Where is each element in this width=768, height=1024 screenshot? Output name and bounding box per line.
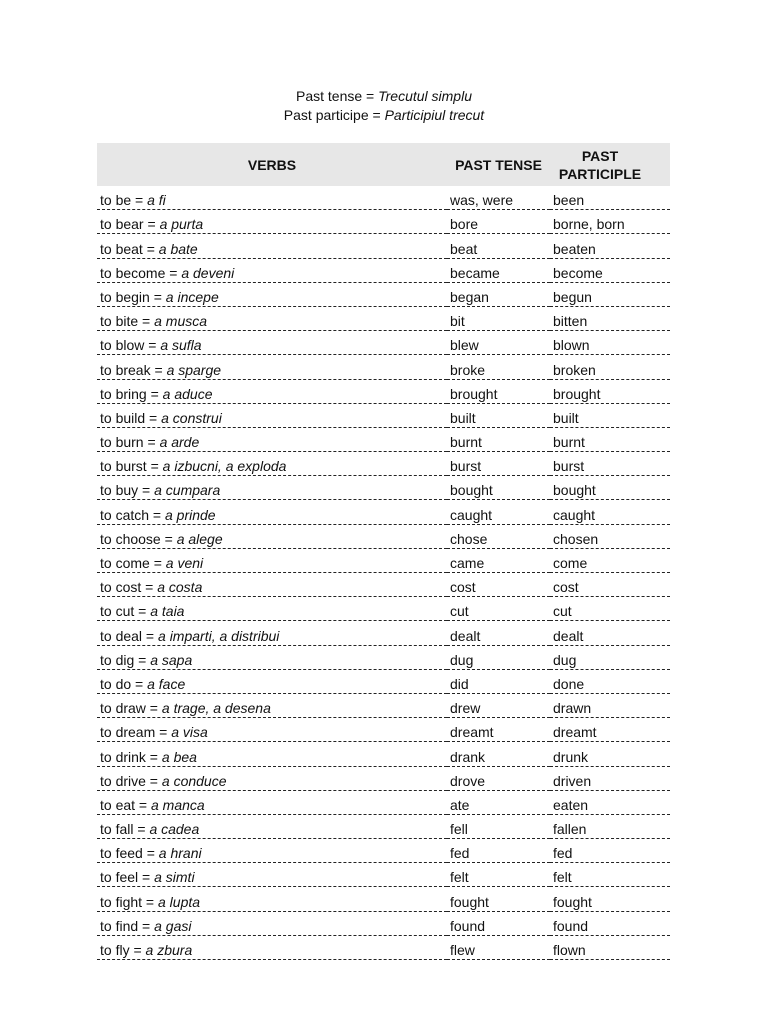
past-participle-cell: done [550, 669, 670, 693]
table-row [97, 403, 670, 427]
past-tense-cell: drew [447, 693, 550, 717]
past-tense-cell: beat [447, 234, 550, 258]
verb-translation: a visa [171, 724, 208, 741]
past-tense-cell: burnt [447, 427, 550, 451]
verb-translation: a bea [161, 748, 197, 765]
table-row [97, 210, 670, 234]
past-participle-cell: dreamt [550, 718, 670, 742]
verb-translation: a incepe [165, 288, 219, 305]
past-tense-cell: chose [447, 524, 550, 548]
verb-infinitive: to feel [100, 869, 139, 886]
past-participle-cell: drunk [550, 742, 670, 766]
past-tense-cell: cost [447, 573, 550, 597]
table-row [97, 742, 670, 766]
verb-cell: to beat = a bate [97, 234, 447, 258]
title-label-past-participle: Past participe [283, 107, 369, 123]
past-tense-cell: began [447, 282, 550, 306]
past-participle-cell: bitten [550, 306, 670, 330]
past-participle-cell: blown [550, 331, 670, 355]
verb-infinitive: to be [100, 192, 132, 209]
past-tense-cell: fought [447, 887, 550, 911]
verb-cell: to feed = a hrani [97, 839, 447, 863]
table-row [97, 548, 670, 572]
title-separator: = [362, 88, 379, 104]
verb-cell: to bring = a aduce [97, 379, 447, 403]
table-row [97, 282, 670, 306]
past-tense-cell: dreamt [447, 718, 550, 742]
column-header-verbs: VERBS [97, 143, 447, 186]
table-row [97, 839, 670, 863]
verb-translation: a deveni [181, 264, 235, 281]
verb-cell: to choose = a alege [97, 524, 447, 548]
verb-translation: a taia [150, 603, 185, 620]
verb-infinitive: to find [100, 917, 139, 934]
past-participle-cell: broken [550, 355, 670, 379]
verb-translation: a sparge [166, 361, 222, 378]
past-participle-cell: brought [550, 379, 670, 403]
past-tense-cell: ate [447, 790, 550, 814]
verb-infinitive: to draw [100, 700, 146, 717]
verb-cell: to drive = a conduce [97, 766, 447, 790]
past-participle-cell: cut [550, 597, 670, 621]
verb-infinitive: to do [100, 675, 132, 692]
verb-infinitive: to fight [100, 893, 143, 910]
table-row [97, 887, 670, 911]
verb-infinitive: to cut [100, 603, 135, 620]
table-row [97, 645, 670, 669]
verb-translation: a costa [157, 579, 203, 596]
past-participle-cell: burst [550, 452, 670, 476]
past-participle-cell: begun [550, 282, 670, 306]
past-participle-cell: found [550, 911, 670, 935]
verb-cell: to bite = a musca [97, 306, 447, 330]
past-tense-cell: became [447, 258, 550, 282]
past-tense-cell: came [447, 548, 550, 572]
past-participle-cell: been [550, 186, 670, 210]
verb-cell: to dig = a sapa [97, 645, 447, 669]
title-value-past-tense: Trecutul simplu [378, 88, 472, 104]
past-tense-cell: drove [447, 766, 550, 790]
verb-translation: a cumpara [154, 482, 221, 499]
past-participle-cell: chosen [550, 524, 670, 548]
past-tense-cell: bought [447, 476, 550, 500]
verb-cell: to draw = a trage, a desena [97, 693, 447, 717]
table-row [97, 306, 670, 330]
past-tense-cell: dug [447, 645, 550, 669]
verb-infinitive: to buy [100, 482, 139, 499]
verb-cell: to buy = a cumpara [97, 476, 447, 500]
table-row [97, 476, 670, 500]
past-participle-cell: cost [550, 573, 670, 597]
verb-cell: to begin = a incepe [97, 282, 447, 306]
verb-infinitive: to cost [100, 579, 142, 596]
verb-translation: a hrani [158, 845, 202, 862]
verb-translation: a izbucni, a exploda [162, 458, 287, 475]
irregular-verbs-table [97, 143, 670, 960]
past-tense-cell: broke [447, 355, 550, 379]
table-row [97, 718, 670, 742]
verb-infinitive: to feed [100, 845, 143, 862]
past-tense-cell: dealt [447, 621, 550, 645]
past-participle-cell: fallen [550, 814, 670, 838]
verb-infinitive: to eat [100, 796, 136, 813]
table-body [97, 186, 670, 960]
table-row [97, 186, 670, 210]
past-tense-cell: fed [447, 839, 550, 863]
verb-cell: to cut = a taia [97, 597, 447, 621]
verb-infinitive: to break [100, 361, 151, 378]
verb-cell: to burn = a arde [97, 427, 447, 451]
verb-infinitive: to become [100, 264, 166, 281]
title-value-past-participle: Participiul trecut [384, 107, 485, 123]
past-tense-cell: flew [447, 935, 550, 959]
verb-translation: a purta [159, 216, 204, 233]
verb-translation: a prinde [165, 506, 216, 523]
table-row [97, 500, 670, 524]
verb-translation: a lupta [158, 893, 201, 910]
verb-infinitive: to fall [100, 821, 134, 838]
title-label-past-tense: Past tense [295, 88, 363, 104]
verb-cell: to do = a face [97, 669, 447, 693]
verb-translation: a conduce [161, 772, 227, 789]
verb-cell: to drink = a bea [97, 742, 447, 766]
verb-infinitive: to burn [100, 434, 144, 451]
verb-infinitive: to deal [100, 627, 143, 644]
verb-cell: to eat = a manca [97, 790, 447, 814]
verb-translation: a simti [154, 869, 195, 886]
verb-translation: a bate [158, 240, 198, 257]
verb-translation: a gasi [154, 917, 192, 934]
table-header [97, 143, 670, 186]
past-tense-cell: bit [447, 306, 550, 330]
past-participle-cell: bought [550, 476, 670, 500]
past-tense-cell: bore [447, 210, 550, 234]
verb-translation: a imparti, a distribui [158, 627, 280, 644]
verb-cell: to burst = a izbucni, a exploda [97, 452, 447, 476]
past-participle-cell: driven [550, 766, 670, 790]
past-tense-cell: cut [447, 597, 550, 621]
past-participle-cell: become [550, 258, 670, 282]
verb-translation: a trage, a desena [161, 700, 271, 717]
verb-infinitive: to burst [100, 458, 147, 475]
past-participle-cell: drawn [550, 693, 670, 717]
verb-infinitive: to build [100, 409, 146, 426]
verb-infinitive: to bite [100, 313, 139, 330]
table-row [97, 621, 670, 645]
verb-translation: a construi [161, 409, 222, 426]
verb-translation: a musca [154, 313, 208, 330]
title-line-past-participle [0, 106, 768, 124]
table-row [97, 790, 670, 814]
table-header-row [97, 143, 670, 186]
table-row [97, 814, 670, 838]
column-header-past-tense: PAST TENSE [447, 143, 550, 186]
past-participle-cell: dug [550, 645, 670, 669]
table-row [97, 234, 670, 258]
table-row [97, 911, 670, 935]
verb-cell: to be = a fi [97, 186, 447, 210]
verb-cell: to bear = a purta [97, 210, 447, 234]
verb-infinitive: to choose [100, 530, 161, 547]
verb-infinitive: to drink [100, 748, 146, 765]
verb-cell: to catch = a prinde [97, 500, 447, 524]
table-row [97, 355, 670, 379]
verb-infinitive: to catch [100, 506, 150, 523]
verb-cell: to break = a sparge [97, 355, 447, 379]
verb-translation: a cadea [149, 821, 200, 838]
verb-translation: a arde [159, 434, 200, 451]
past-tense-cell: built [447, 403, 550, 427]
past-tense-cell: blew [447, 331, 550, 355]
verb-infinitive: to drive [100, 772, 146, 789]
verb-cell: to fly = a zbura [97, 935, 447, 959]
past-participle-cell: built [550, 403, 670, 427]
verb-translation: a manca [151, 796, 205, 813]
past-participle-cell: burnt [550, 427, 670, 451]
past-tense-cell: found [447, 911, 550, 935]
verb-cell: to find = a gasi [97, 911, 447, 935]
past-participle-cell: caught [550, 500, 670, 524]
past-tense-cell: caught [447, 500, 550, 524]
verb-translation: a sapa [150, 651, 193, 668]
table-row [97, 379, 670, 403]
verb-translation: a veni [165, 555, 204, 571]
verb-infinitive: to bear [100, 216, 144, 233]
verb-translation: a alege [176, 530, 223, 547]
verb-translation: a aduce [162, 385, 213, 402]
table-row [97, 597, 670, 621]
title-separator: = [368, 107, 385, 123]
past-participle-cell: fed [550, 839, 670, 863]
table-row [97, 258, 670, 282]
past-participle-cell: borne, born [550, 210, 670, 234]
past-tense-cell: was, were [447, 186, 550, 210]
verb-cell: to become = a deveni [97, 258, 447, 282]
verb-cell: to feel = a simti [97, 863, 447, 887]
table-row [97, 669, 670, 693]
verb-cell: to blow = a sufla [97, 331, 447, 355]
past-participle-cell: felt [550, 863, 670, 887]
past-participle-cell: fought [550, 887, 670, 911]
verb-cell: to dream = a visa [97, 718, 447, 742]
verb-infinitive: to begin [100, 288, 150, 305]
past-participle-cell: beaten [550, 234, 670, 258]
past-tense-cell: fell [447, 814, 550, 838]
verb-infinitive: to fly [100, 942, 130, 958]
past-tense-cell: brought [447, 379, 550, 403]
past-participle-cell: dealt [550, 621, 670, 645]
verb-cell: to deal = a imparti, a distribui [97, 621, 447, 645]
verb-infinitive: to blow [100, 337, 145, 354]
past-tense-cell: burst [447, 452, 550, 476]
past-tense-cell: drank [447, 742, 550, 766]
title-line-past-tense [0, 87, 768, 105]
table-row [97, 766, 670, 790]
past-tense-cell: did [447, 669, 550, 693]
column-header-past-participle: PAST PARTICIPLE [550, 143, 670, 186]
verb-cell: to fight = a lupta [97, 887, 447, 911]
past-participle-cell: flown [550, 935, 670, 959]
verb-cell: to build = a construi [97, 403, 447, 427]
table-row [97, 524, 670, 548]
table-row [97, 427, 670, 451]
verb-infinitive: to dig [100, 651, 135, 668]
past-participle-cell: come [550, 548, 670, 572]
verb-translation: a zbura [145, 942, 193, 958]
past-participle-cell: eaten [550, 790, 670, 814]
verb-translation: a fi [147, 192, 166, 209]
verb-translation: a sufla [160, 337, 202, 354]
verb-cell: to cost = a costa [97, 573, 447, 597]
verb-cell: to fall = a cadea [97, 814, 447, 838]
verb-infinitive: to dream [100, 724, 156, 741]
verb-infinitive: to beat [100, 240, 143, 257]
table-row [97, 331, 670, 355]
table-row [97, 863, 670, 887]
verb-infinitive: to bring [100, 385, 147, 402]
table-row [97, 935, 670, 959]
verb-cell: to come = a veni [97, 548, 447, 572]
table-row [97, 573, 670, 597]
table-row [97, 693, 670, 717]
table-row [97, 452, 670, 476]
verb-infinitive: to come [100, 555, 150, 571]
verb-translation: a face [147, 675, 186, 692]
past-tense-cell: felt [447, 863, 550, 887]
